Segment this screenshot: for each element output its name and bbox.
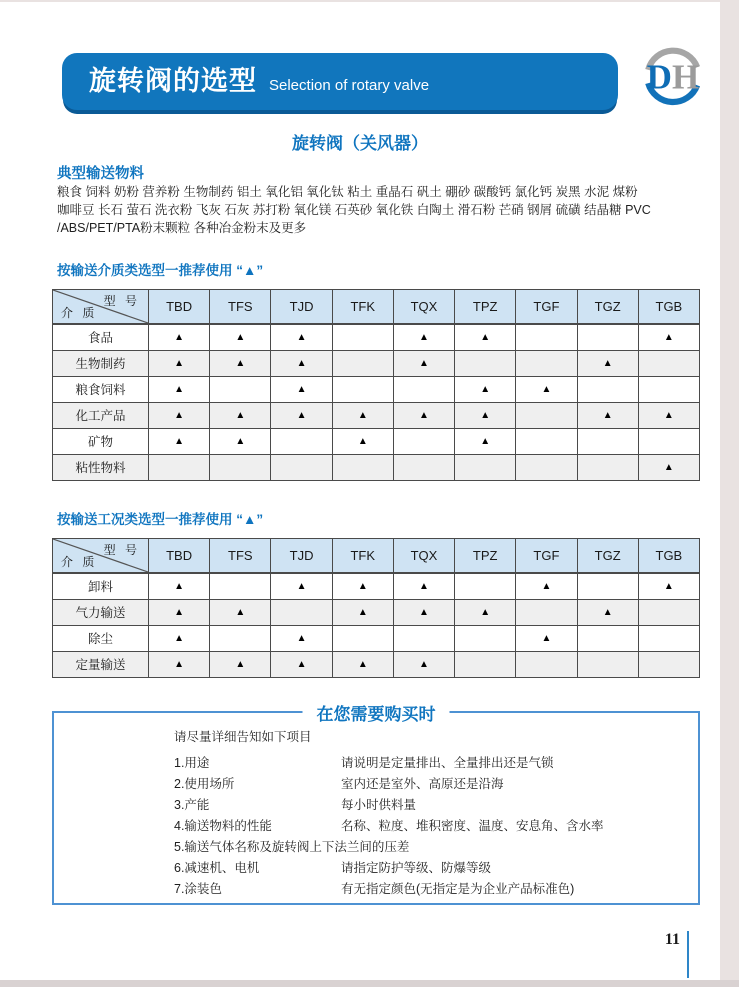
empty-cell xyxy=(516,454,577,480)
purchase-item-label: 2.使用场所 xyxy=(174,777,235,791)
triangle-mark-cell: ▲ xyxy=(393,651,454,677)
table-row xyxy=(53,625,700,651)
empty-cell xyxy=(577,573,638,599)
materials-heading: 典型输送物料 xyxy=(57,166,144,182)
triangle-mark-cell: ▲ xyxy=(271,625,332,651)
empty-cell xyxy=(210,625,271,651)
empty-cell xyxy=(638,428,699,454)
purchase-item xyxy=(174,774,690,795)
triangle-mark-cell: ▲ xyxy=(577,599,638,625)
triangle-mark-cell: ▲ xyxy=(210,651,271,677)
triangle-mark-cell: ▲ xyxy=(455,428,516,454)
column-header-tgz: TGZ xyxy=(577,539,638,574)
table-row xyxy=(53,324,700,350)
table-row xyxy=(53,428,700,454)
column-header-tgb: TGB xyxy=(638,539,699,574)
column-header-tpz: TPZ xyxy=(455,539,516,574)
empty-cell xyxy=(210,376,271,402)
empty-cell xyxy=(577,428,638,454)
purchase-box-body xyxy=(174,727,690,900)
empty-cell xyxy=(332,625,393,651)
row-label: 卸料 xyxy=(53,573,149,599)
triangle-mark-cell: ▲ xyxy=(271,350,332,376)
table-row xyxy=(53,599,700,625)
empty-cell xyxy=(638,350,699,376)
empty-cell xyxy=(455,454,516,480)
table-row xyxy=(53,454,700,480)
scan-bottom-band xyxy=(0,980,739,987)
triangle-mark-cell: ▲ xyxy=(577,350,638,376)
purchase-item-label: 5.输送气体名称及旋转阀上下法兰间的压差 xyxy=(174,840,410,854)
corner-top-label: 型 号 xyxy=(103,294,140,308)
purchase-item-desc: 每小时供料量 xyxy=(341,798,417,812)
empty-cell xyxy=(516,428,577,454)
empty-cell xyxy=(516,599,577,625)
empty-cell xyxy=(516,651,577,677)
column-header-tqx: TQX xyxy=(393,539,454,574)
empty-cell xyxy=(516,402,577,428)
triangle-mark-cell: ▲ xyxy=(455,376,516,402)
triangle-mark-cell: ▲ xyxy=(149,402,210,428)
triangle-mark-cell: ▲ xyxy=(149,324,210,350)
page-number: 11 xyxy=(664,931,680,948)
triangle-mark-cell: ▲ xyxy=(210,324,271,350)
triangle-mark-cell: ▲ xyxy=(149,573,210,599)
purchase-item-desc: 有无指定颜色(无指定是为企业产品标准色) xyxy=(341,882,575,896)
column-header-tgf: TGF xyxy=(516,539,577,574)
triangle-mark-cell: ▲ xyxy=(332,599,393,625)
column-header-tbd: TBD xyxy=(149,290,210,325)
empty-cell xyxy=(393,625,454,651)
empty-cell xyxy=(271,454,332,480)
triangle-mark-cell: ▲ xyxy=(271,573,332,599)
dh-logo-svg xyxy=(641,45,709,109)
corner-top-label: 型 号 xyxy=(103,543,140,557)
purchase-item xyxy=(174,837,690,858)
triangle-mark-cell: ▲ xyxy=(210,428,271,454)
purchase-item-label: 7.涂装色 xyxy=(174,882,222,896)
row-label: 化工产品 xyxy=(53,402,149,428)
selection-table-by-condition xyxy=(52,538,700,678)
empty-cell xyxy=(638,625,699,651)
document-page xyxy=(0,2,720,980)
row-label: 生物制药 xyxy=(53,350,149,376)
triangle-mark-cell: ▲ xyxy=(210,402,271,428)
purchase-item xyxy=(174,858,690,879)
column-header-tgf: TGF xyxy=(516,290,577,325)
empty-cell xyxy=(332,350,393,376)
empty-cell xyxy=(577,625,638,651)
triangle-mark-cell: ▲ xyxy=(210,599,271,625)
triangle-mark-cell: ▲ xyxy=(455,324,516,350)
column-header-tjd: TJD xyxy=(271,290,332,325)
triangle-mark-cell: ▲ xyxy=(516,625,577,651)
triangle-mark-cell: ▲ xyxy=(516,376,577,402)
triangle-mark-cell: ▲ xyxy=(271,651,332,677)
empty-cell xyxy=(638,651,699,677)
triangle-mark-cell: ▲ xyxy=(455,599,516,625)
purchase-item xyxy=(174,753,690,774)
triangle-mark-cell: ▲ xyxy=(149,599,210,625)
row-label: 气力输送 xyxy=(53,599,149,625)
materials-body-text: 粮食 饲料 奶粉 营养粉 生物制药 铝土 氧化铝 氧化钛 粘土 重晶石 矾土 硼砂 碳酸钙 氯化钙 炭黑 水泥 煤粉 咖啡豆 长石 萤石 洗衣粉 飞灰 石灰 苏打粉 氧化镁 石英砂 氧化铁 白陶土 滑石粉 芒硝 钢屑 硫磺 结晶糖 PVC /ABS/PET/PTA粉末颗粒 各种冶金粉末及更多 xyxy=(57,185,651,235)
purchase-item-label: 6.减速机、电机 xyxy=(174,861,260,875)
purchase-item-label: 3.产能 xyxy=(174,798,210,812)
table-row xyxy=(53,402,700,428)
empty-cell xyxy=(516,350,577,376)
empty-cell xyxy=(577,454,638,480)
empty-cell xyxy=(455,350,516,376)
table-row xyxy=(53,651,700,677)
purchase-item xyxy=(174,816,690,837)
empty-cell xyxy=(577,376,638,402)
purchase-item xyxy=(174,879,690,900)
purchase-item-desc: 请指定防护等级、防爆等级 xyxy=(341,861,492,875)
empty-cell xyxy=(393,454,454,480)
empty-cell xyxy=(455,573,516,599)
triangle-mark-cell: ▲ xyxy=(149,350,210,376)
dh-logo-icon xyxy=(641,45,709,109)
purchase-item-desc: 室内还是室外、高原还是沿海 xyxy=(341,777,504,791)
empty-cell xyxy=(210,573,271,599)
column-header-tgb: TGB xyxy=(638,290,699,325)
banner-title-zh: 旋转阀的选型 xyxy=(89,66,257,96)
header-banner xyxy=(62,53,618,110)
column-header-tfs: TFS xyxy=(210,290,271,325)
column-header-tgz: TGZ xyxy=(577,290,638,325)
empty-cell xyxy=(455,651,516,677)
row-label: 除尘 xyxy=(53,625,149,651)
page-title: 旋转阀（关风器） xyxy=(292,134,428,153)
triangle-mark-cell: ▲ xyxy=(393,350,454,376)
triangle-mark-cell: ▲ xyxy=(393,324,454,350)
empty-cell xyxy=(577,324,638,350)
triangle-mark-cell: ▲ xyxy=(271,402,332,428)
triangle-mark-cell: ▲ xyxy=(149,625,210,651)
triangle-mark-cell: ▲ xyxy=(638,324,699,350)
empty-cell xyxy=(149,454,210,480)
table-header-row xyxy=(53,290,700,325)
selection-table-by-medium xyxy=(52,289,700,481)
corner-bottom-label: 介 质 xyxy=(61,555,98,569)
row-label: 定量输送 xyxy=(53,651,149,677)
purchase-item-desc: 名称、粒度、堆积密度、温度、安息角、含水率 xyxy=(341,819,604,833)
purchase-item-desc: 请说明是定量排出、全量排出还是气锁 xyxy=(341,756,554,770)
empty-cell xyxy=(332,376,393,402)
triangle-mark-cell: ▲ xyxy=(271,324,332,350)
purchase-box-title: 在您需要购买时 xyxy=(303,700,450,725)
triangle-mark-cell: ▲ xyxy=(332,651,393,677)
section-heading-by-condition: 按输送工况类选型一推荐使用 “▲” xyxy=(57,512,264,527)
triangle-mark-cell: ▲ xyxy=(332,402,393,428)
triangle-mark-cell: ▲ xyxy=(455,402,516,428)
triangle-mark-cell: ▲ xyxy=(332,428,393,454)
triangle-mark-cell: ▲ xyxy=(638,573,699,599)
row-label: 粘性物料 xyxy=(53,454,149,480)
triangle-mark-cell: ▲ xyxy=(393,599,454,625)
table-header-row xyxy=(53,539,700,574)
triangle-mark-cell: ▲ xyxy=(393,573,454,599)
corner-bottom-label: 介 质 xyxy=(61,306,98,320)
triangle-mark-cell: ▲ xyxy=(516,573,577,599)
column-header-tjd: TJD xyxy=(271,539,332,574)
triangle-mark-cell: ▲ xyxy=(332,573,393,599)
empty-cell xyxy=(393,376,454,402)
column-header-tfs: TFS xyxy=(210,539,271,574)
corner-header-cell xyxy=(53,290,149,325)
purchase-item-label: 1.用途 xyxy=(174,756,210,770)
banner-title-en: Selection of rotary valve xyxy=(269,77,430,94)
triangle-mark-cell: ▲ xyxy=(577,402,638,428)
triangle-mark-cell: ▲ xyxy=(149,376,210,402)
table-row xyxy=(53,376,700,402)
purchase-items-list xyxy=(174,753,690,900)
triangle-mark-cell: ▲ xyxy=(149,651,210,677)
purchase-item-label: 4.输送物料的性能 xyxy=(174,819,272,833)
purchase-item xyxy=(174,795,690,816)
column-header-tfk: TFK xyxy=(332,290,393,325)
row-label: 食品 xyxy=(53,324,149,350)
empty-cell xyxy=(638,599,699,625)
empty-cell xyxy=(577,651,638,677)
svg-text:DH: DH xyxy=(646,57,700,97)
purchase-info-box xyxy=(52,705,700,905)
triangle-mark-cell: ▲ xyxy=(271,376,332,402)
section-heading-by-medium: 按输送介质类选型一推荐使用 “▲” xyxy=(57,263,264,278)
column-header-tfk: TFK xyxy=(332,539,393,574)
corner-header-cell xyxy=(53,539,149,574)
column-header-tpz: TPZ xyxy=(455,290,516,325)
empty-cell xyxy=(516,324,577,350)
empty-cell xyxy=(332,454,393,480)
empty-cell xyxy=(455,625,516,651)
row-label: 矿物 xyxy=(53,428,149,454)
page-edge-line xyxy=(687,931,689,978)
purchase-intro: 请尽量详细告知如下项目 xyxy=(174,730,312,744)
table-row xyxy=(53,350,700,376)
triangle-mark-cell: ▲ xyxy=(210,350,271,376)
purchase-item-desc xyxy=(409,837,690,858)
column-header-tbd: TBD xyxy=(149,539,210,574)
triangle-mark-cell: ▲ xyxy=(393,402,454,428)
triangle-mark-cell: ▲ xyxy=(149,428,210,454)
empty-cell xyxy=(210,454,271,480)
table-row xyxy=(53,573,700,599)
empty-cell xyxy=(332,324,393,350)
empty-cell xyxy=(638,376,699,402)
triangle-mark-cell: ▲ xyxy=(638,454,699,480)
empty-cell xyxy=(393,428,454,454)
column-header-tqx: TQX xyxy=(393,290,454,325)
triangle-mark-cell: ▲ xyxy=(638,402,699,428)
row-label: 粮食饲料 xyxy=(53,376,149,402)
empty-cell xyxy=(271,599,332,625)
empty-cell xyxy=(271,428,332,454)
